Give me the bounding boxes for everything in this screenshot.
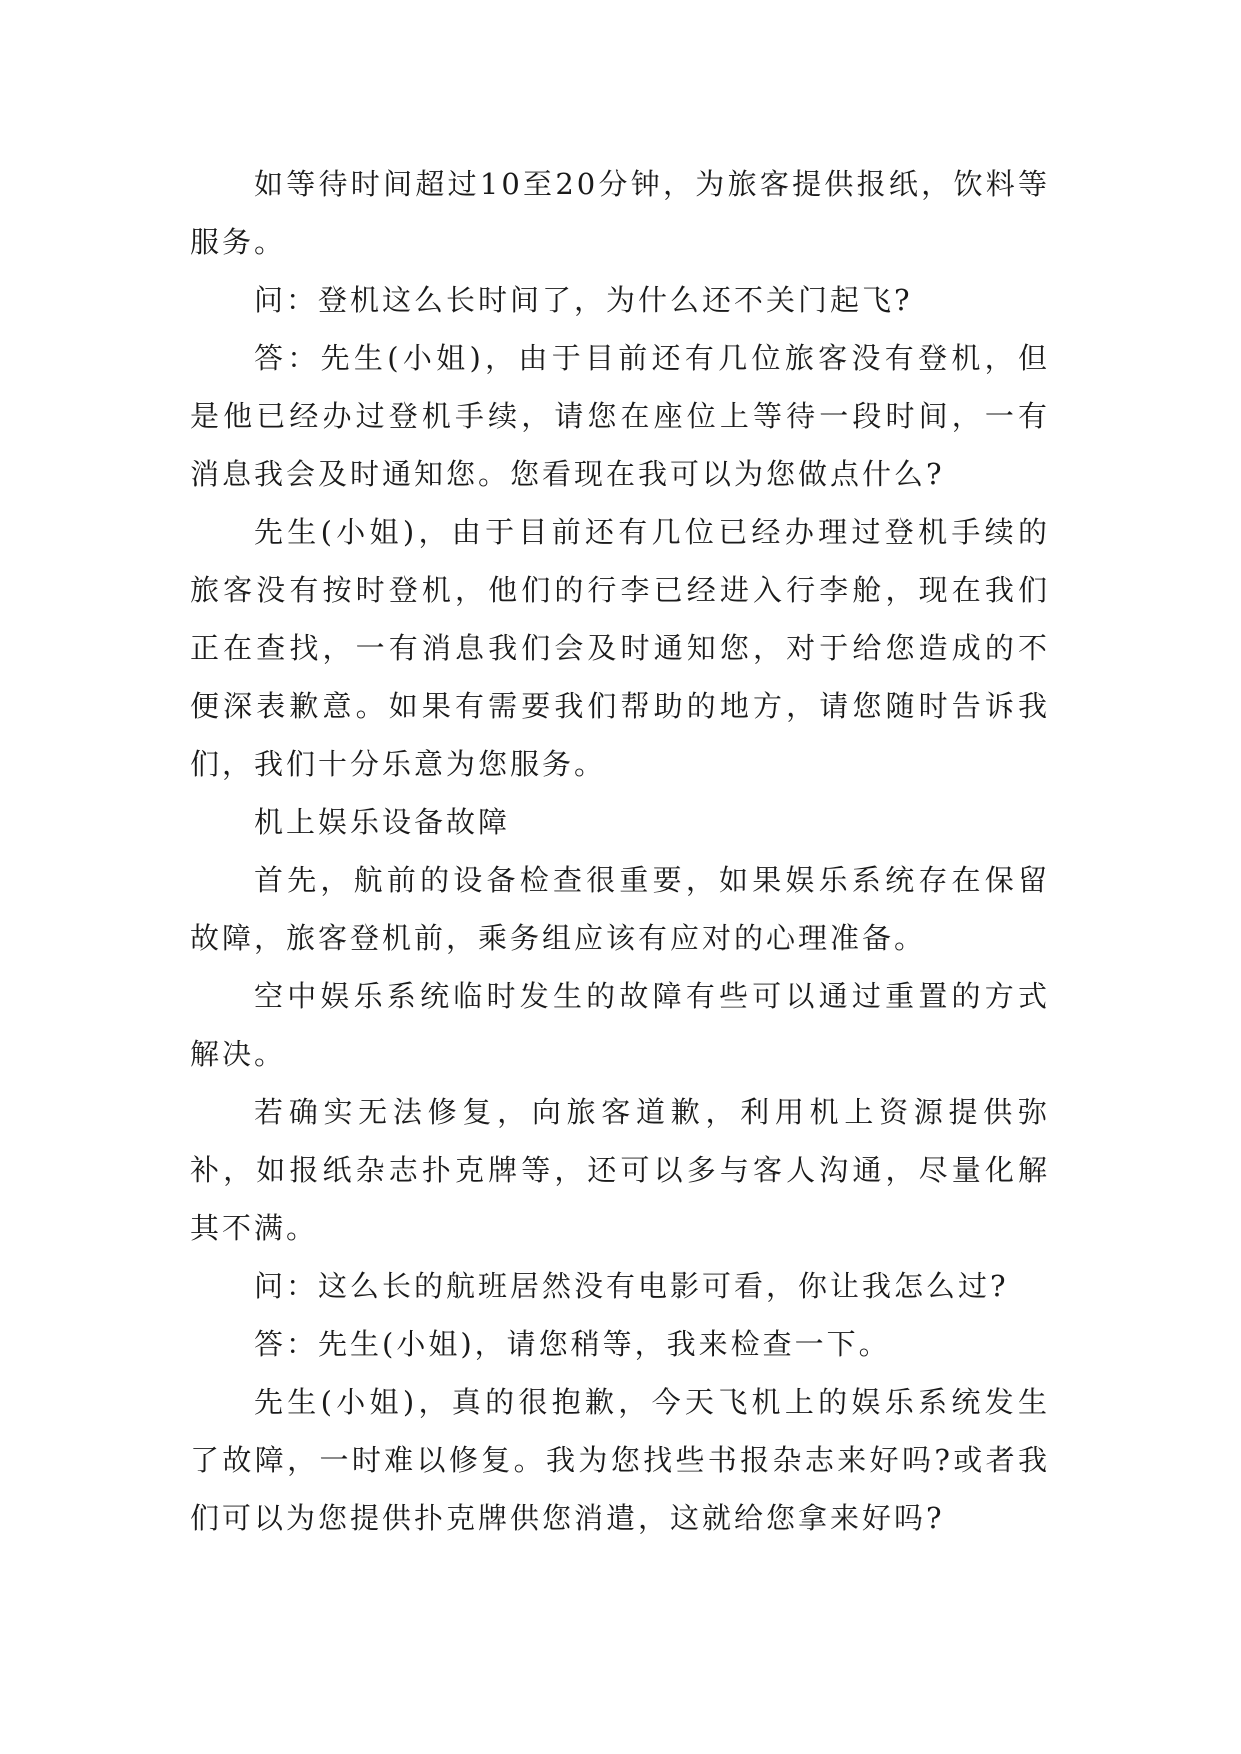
document-page [190,155,1050,1547]
paragraph-apology-compensation: 若确实无法修复，向旅客道歉，利用机上资源提供弥补，如报纸杂志扑克牌等，还可以多与客人沟通，尽量化解其不满。 [190,1095,1050,1245]
paragraph-baggage-search: 先生(小姐)，由于目前还有几位已经办理过登机手续的旅客没有按时登机，他们的行李已经进入行李舱，现在我们正在查找，一有消息我们会及时通知您，对于给您造成的不便深表歉意。如果有需要我们帮助的地方，请您随时告诉我们，我们十分乐意为您服务。 [190,515,1050,781]
paragraph-offer-alternatives: 先生(小姐)，真的很抱歉，今天飞机上的娱乐系统发生了故障，一时难以修复。我为您找些书报杂志来好吗?或者我们可以为您提供扑克牌供您消遣，这就给您拿来好吗? [190,1385,1050,1535]
paragraph-question-movie: 问：这么长的航班居然没有电影可看，你让我怎么过? [254,1269,1009,1303]
paragraph-answer-check: 答：先生(小姐)，请您稍等，我来检查一下。 [254,1327,891,1361]
paragraph-wait-service: 如等待时间超过10至20分钟，为旅客提供报纸，饮料等服务。 [190,167,1050,259]
paragraph-answer-boarding: 答：先生(小姐)，由于目前还有几位旅客没有登机，但是他已经办过登机手续，请您在座位上等待一段时间，一有消息我会及时通知您。您看现在我可以为您做点什么? [190,341,1050,491]
paragraph-question-boarding: 问：登机这么长时间了，为什么还不关门起飞? [254,283,913,317]
paragraph-preflight-check: 首先，航前的设备检查很重要，如果娱乐系统存在保留故障，旅客登机前，乘务组应该有应对的心理准备。 [190,863,1050,955]
paragraph-reset-fix: 空中娱乐系统临时发生的故障有些可以通过重置的方式解决。 [190,979,1050,1071]
section-heading-entertainment-failure: 机上娱乐设备故障 [254,805,511,839]
